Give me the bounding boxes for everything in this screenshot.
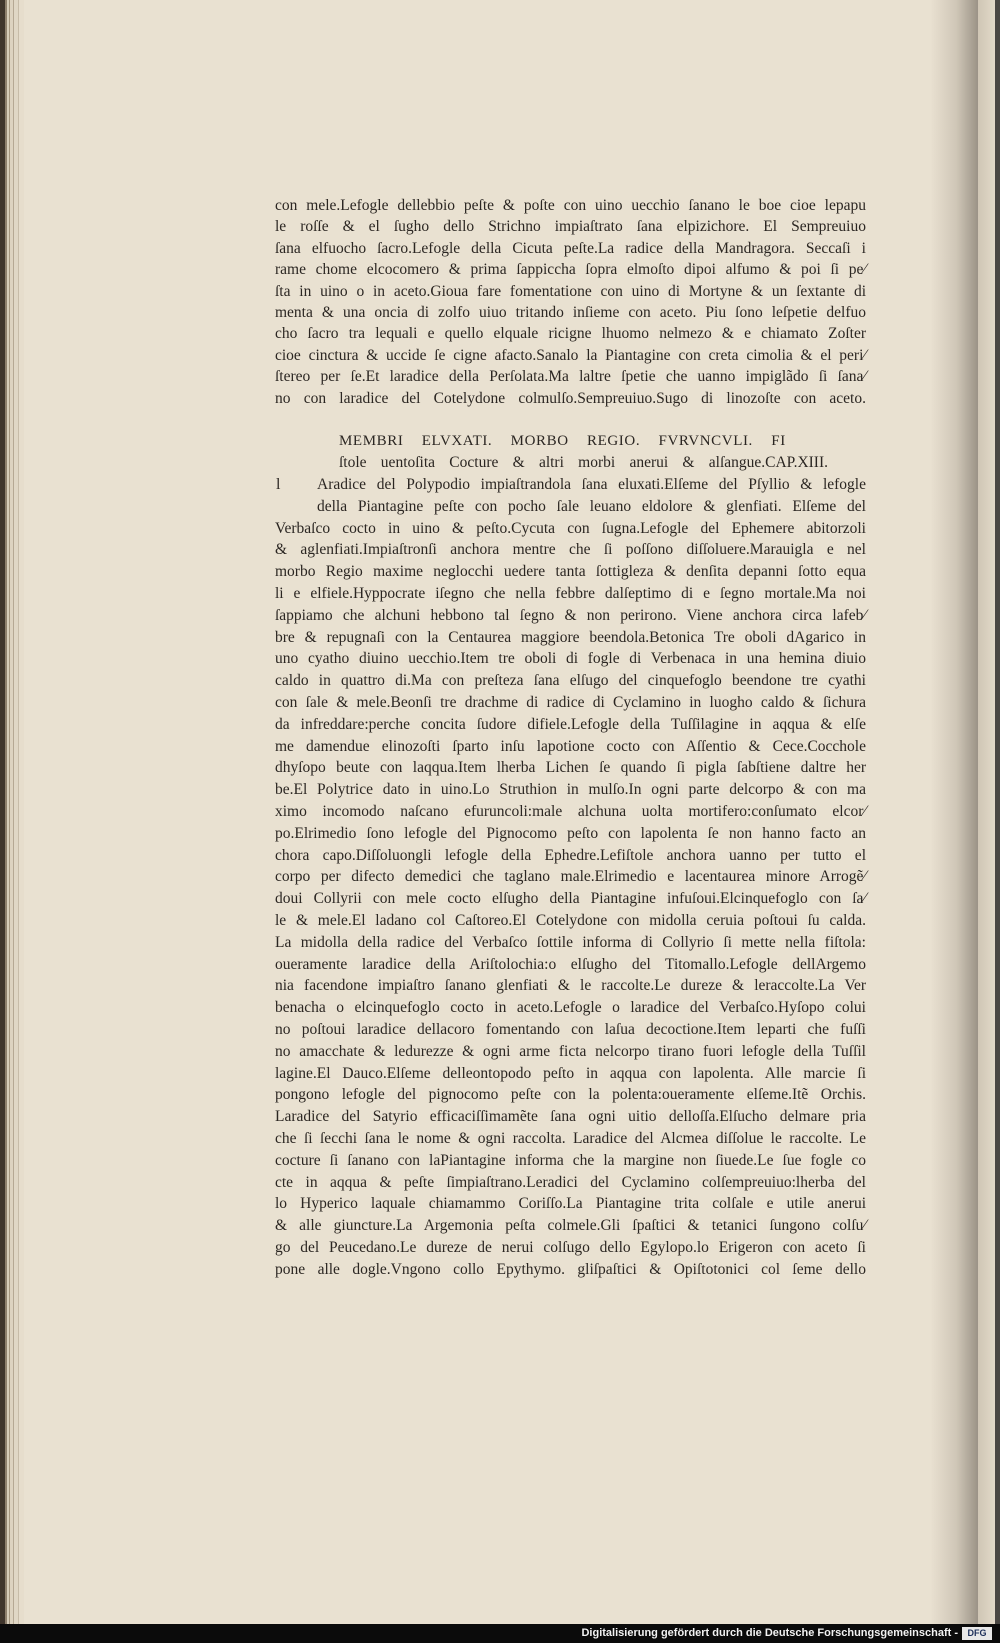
text-line: & alle giuncture.La Argemonia peſta colmele.Gli ſpaſtici & tetanici ſungono colſu⁄ (275, 1217, 866, 1235)
text-line: benacha o elcinquefoglo cocto in aceto.Lefogle o laradice del Verbaſco.Hyſopo colui (275, 999, 866, 1017)
dfg-logo: DFG (962, 1627, 992, 1640)
text-line: pongono lefogle del pignocomo peſte con la polenta:oueramente elſeme.Itẽ Orchis. (275, 1086, 866, 1104)
text-line: corpo per difecto demedici che taglano male.Elrimedio e lacentaurea minore Arrogẽ⁄ (275, 868, 866, 886)
text-line: dhyſopo beute con laqqua.Item lherba Lichen ſe quando ſi pigla ſabſtiene daltre her (275, 759, 866, 777)
text-block-body (275, 474, 866, 1280)
text-line: bre & repugnaſi con la Centaurea maggiore beendola.Betonica Tre oboli dAgarico in (275, 628, 866, 646)
text-line: della Piantagine peſte con pocho ſale leuano eldolore & glenfiati. Elſeme del (317, 497, 866, 515)
text-line: doui Collyrii con mele cocto elſugho della Piantagine infuſoui.Elcinquefoglo con ſa⁄ (275, 890, 866, 908)
text-line: cte in aqqua & peſte ſimpiaſtrano.Leradici del Cyclamino colſempreuiuo:lherba del (275, 1173, 866, 1191)
text-line: no amacchate & ledurezze & ogni arme ficta nelcorpo tirano fuori lefogle della Tuſſil (275, 1042, 866, 1060)
chapter-heading-line: MEMBRI ELVXATI. MORBO REGIO. FVRVNCVLI. FI (339, 433, 786, 449)
text-line: no poſtoui laradice dellacoro fomentando con laſua decoctione.Item leparti che fuſſi (275, 1020, 866, 1038)
text-line: da infreddare:perche concita ſudore difiele.Lefogle della Tuſſilagine in aqqua & elſe (275, 715, 866, 733)
text-line: go del Peucedano.Le dureze de nerui colſugo dello Egylopo.lo Erigeron con aceto ſi (275, 1238, 866, 1256)
text-line: che ſi ſecchi ſana le nome & ogni raccolta. Laradice del Alcmea diſſolue le raccolte. Le (275, 1129, 866, 1147)
text-line: no con laradice del Cotelydone colmulſo.Sempreuiuo.Sugo di linozoſte con aceto. (275, 389, 866, 407)
digitization-footer (0, 1624, 1000, 1643)
guide-letter: l (276, 476, 281, 493)
text-line: oueramente laradice della Ariſtolochia:o elſugho del Titomallo.Lefogle dellArgemo (275, 955, 866, 973)
text-line: po.Elrimedio ſono lefogle del Pignocomo peſto con lapolenta ſe non hanno facto an (275, 824, 866, 842)
digitization-credit: Digitalisierung gefördert durch die Deutsche Forschungsgemeinschaft - (581, 1627, 958, 1639)
text-line: ſtereo per ſe.Et laradice della Perſolata.Ma laltre ſpetie che uanno impiglãdo ſi ſana⁄ (275, 368, 866, 386)
text-line: cocture ſi ſanano con laPiantagine informa che la margine non ſiuede.Le ſue fogle co (275, 1151, 866, 1169)
scan-edge (995, 0, 1000, 1624)
text-line: li e elfiele.Hyppocrate iſegno che nella febbre dalſeptimo di e ſegno mortale.Ma noi (275, 584, 866, 602)
facing-page-edge (978, 0, 995, 1624)
text-line: ſappiamo che alchuni hebbono tal ſegno & non perirono. Viene anchora circa lafeb⁄ (275, 606, 866, 624)
text-line: caldo in quattro di.Ma con preſteza ſana elſugo del cinquefoglo beendone tre cyathi (275, 672, 866, 690)
text-line: be.El Polytrice dato in uino.Lo Struthion in mulſo.In ogni parte delcorpo & con ma (275, 781, 866, 799)
text-line: Laradice del Satyrio efficaciſſimamẽte ſana ogni uitio delloſſa.Elſucho delmare pria (275, 1108, 866, 1126)
text-line: Verbaſco cocto in uino & peſto.Cycuta con ſugna.Lefogle del Ephemere abitorzoli (275, 519, 866, 537)
text-line: Aradice del Polypodio impiaſtrandola ſana eluxati.Elſeme del Pſyllio & lefogle (317, 476, 866, 493)
text-line: morbo Regio maxime neglocchi uedere tanta ſottigleza & denſita depanni ſotto equa (275, 563, 866, 581)
text-line: chora capo.Diſſoluongli lefogle della Ephedre.Lefiſtole anchora uanno per tutto el (275, 846, 866, 864)
book-gutter-shadow (930, 0, 978, 1624)
text-line: ſta in uino o in aceto.Gioua fare fomentatione con uino di Mortyne & un ſextante di (275, 282, 866, 300)
text-line: ximo incomodo naſcano efuruncoli:male alchuna uolta mortifero:conſumato elcor⁄ (275, 802, 866, 820)
text-line: cioe cinctura & uccide ſe cigne afacto.Sanalo la Piantagine con creta cimolia & el peri⁄ (275, 346, 866, 364)
text-line: le roſſe & el ſugho dello Strichno impiaſtrato ſana elpizichore. El Sempreuiuo (275, 218, 866, 236)
text-line: rame chome elcocomero & prima ſappiccha ſopra elmoſto dipoi alfumo & poi ſi pe⁄ (275, 261, 866, 279)
text-line: uno cyatho diuino uecchio.Item tre oboli di fogle di Verbenaca in una hemina diuio (275, 650, 866, 668)
text-line: lo Hyperico laquale chiamammo Coriſſo.La Piantagine trita colſale e utile anerui (275, 1195, 866, 1213)
text-line: La midolla della radice del Verbaſco ſottile informa di Collyrio ſi mette nella fiſtola: (275, 933, 866, 951)
text-line: con mele.Lefogle dellebbio peſte & poſte con uino uecchio ſanano le boe cioe lepapu (275, 197, 866, 214)
text-line: me damendue elinozoſti ſparto inſu lapotione cocto con Aſſentio & Cece.Cocchole (275, 737, 866, 755)
chapter-heading-line: ſtole uentoſita Cocture & altri morbi anerui & alſangue.CAP.XIII. (339, 454, 828, 471)
text-line: lagine.El Dauco.Elſeme delleontopodo peſto in aqqua con lapolenta. Alle marcie ſi (275, 1064, 866, 1082)
text-block-top (275, 195, 866, 409)
page-stack-edge (0, 0, 24, 1624)
text-line: cho ſacro tra lequali e quello elquale ricigne lhuomo nelmezo & e chiamato Zoſter (275, 325, 866, 343)
text-line: & aglenfiati.Impiaſtronſi anchora mentre che ſi poſſono diſſoluere.Marauigla e nel (275, 541, 866, 559)
text-line: ſana elfuocho ſacro.Lefogle della Cicuta peſte.La radice della Mandragora. Seccaſi i (275, 239, 866, 257)
text-line: menta & una oncia di zolfo uiuo tritando inſieme con aceto. Piu ſono leſpetie delfuo (275, 304, 866, 322)
chapter-heading (339, 430, 828, 473)
text-line: nia facendone impiaſtro ſanano glenfiati & le raccolte.Le dureze & leraccolte.La Ver (275, 977, 866, 995)
text-line: le & mele.El ladano col Caſtoreo.El Cotelydone con midolla ceruia poſtoui ſu calda. (275, 911, 866, 929)
text-line: pone alle dogle.Vngono collo Epythymo. gliſpaſtici & Opiſtotonici col ſeme dello (275, 1260, 866, 1278)
text-line: con ſale & mele.Beonſi tre drachme di radice di Cyclamino in luogho caldo & ſichura (275, 693, 866, 711)
